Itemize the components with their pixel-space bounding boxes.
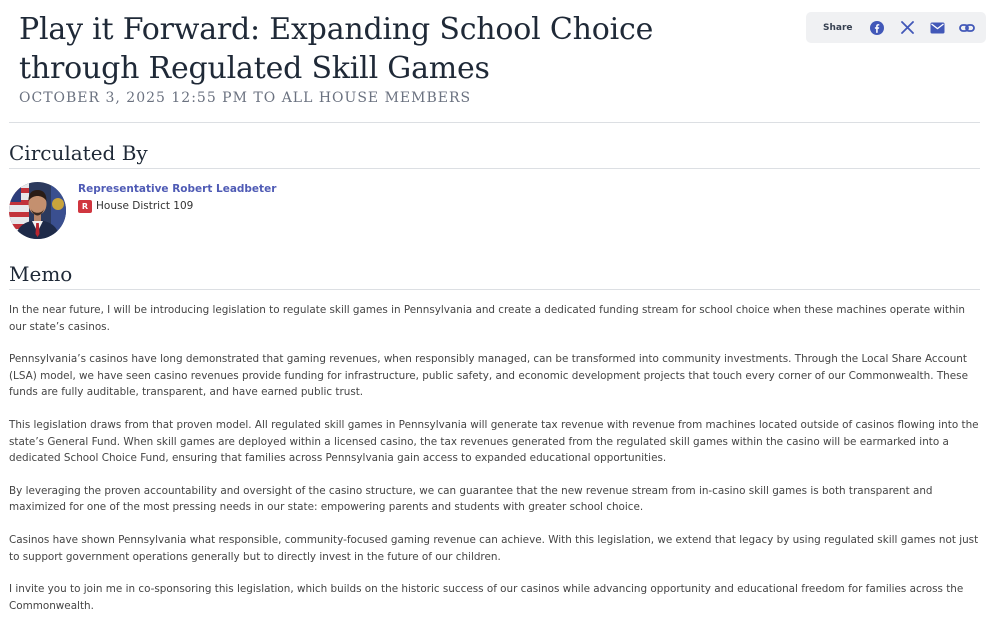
memo-divider: [9, 289, 980, 290]
header-divider: [9, 122, 980, 123]
x-icon[interactable]: [896, 17, 918, 39]
memo-dateline: [19, 90, 471, 106]
house-district: House District 109: [96, 200, 194, 212]
memo-recipients: ALL HOUSE MEMBERS: [281, 90, 472, 106]
email-icon[interactable]: [926, 17, 948, 39]
memo-heading: Memo: [9, 262, 73, 286]
memo-body: [9, 302, 979, 630]
facebook-icon[interactable]: [867, 17, 889, 39]
memo-paragraph: In the near future, I will be introducing legislation to regulate skill games in Pennsylvania and create a dedicated funding stream for school choice when these machines operate within our state’s casinos.: [9, 304, 966, 333]
memo-paragraph: Casinos have shown Pennsylvania what responsible, community-focused gaming revenue can achieve. With this legislation, we extend that legacy by using regulated skill games not just to support government operations generally but to directly invest in the future of our children.: [9, 533, 979, 563]
avatar[interactable]: [9, 182, 66, 239]
memo-paragraph: By leveraging the proven accountability and oversight of the casino structure, we can guarantee that the new revenue stream from in-casino skill games is both transparent and maximized for one of the most pressing needs in our state: empowering parents and students with greater school choice.: [9, 484, 933, 514]
memo-paragraph: Pennsylvania’s casinos have long demonstrated that gaming revenues, when responsibly managed, can be transformed into community investments. Through the Local Share Account (LSA) model, we have seen casino revenues provide funding for infrastructure, public safety, and economic development projects that touch every corner of our Commonwealth. These funds are fully auditable, transparent, and have earned public trust.: [9, 353, 968, 399]
share-bar: [806, 12, 986, 43]
link-icon[interactable]: [956, 17, 978, 39]
memo-paragraph: This legislation draws from that proven model. All regulated skill games in Pennsylvania will generate tax revenue with revenue from machines located outside of casinos flowing into the state’s General Fund. When skill games are deployed within a licensed casino, the tax revenues generated from the regulated skill games within the casino will be earmarked into a dedicated School Choice Fund, ensuring that families across Pennsylvania gain access to expanded educational opportunities.: [9, 418, 979, 465]
circulated-by-heading: Circulated By: [9, 141, 148, 165]
page-title: Play it Forward: Expanding School Choice through Regulated Skill Games: [19, 12, 654, 86]
memo-to-word: TO: [253, 90, 277, 106]
memo-date: OCTOBER 3, 2025 12:55 PM: [19, 90, 248, 106]
share-label: Share: [823, 22, 853, 33]
representative-name-link[interactable]: Representative Robert Leadbeter: [78, 183, 277, 195]
circulated-divider: [9, 168, 980, 169]
party-badge: R: [78, 200, 92, 213]
memo-paragraph: I invite you to join me in co-sponsoring this legislation, which builds on the historic success of our casinos while advancing opportunity and educational freedom for families across the Commonwealth.: [9, 583, 964, 612]
